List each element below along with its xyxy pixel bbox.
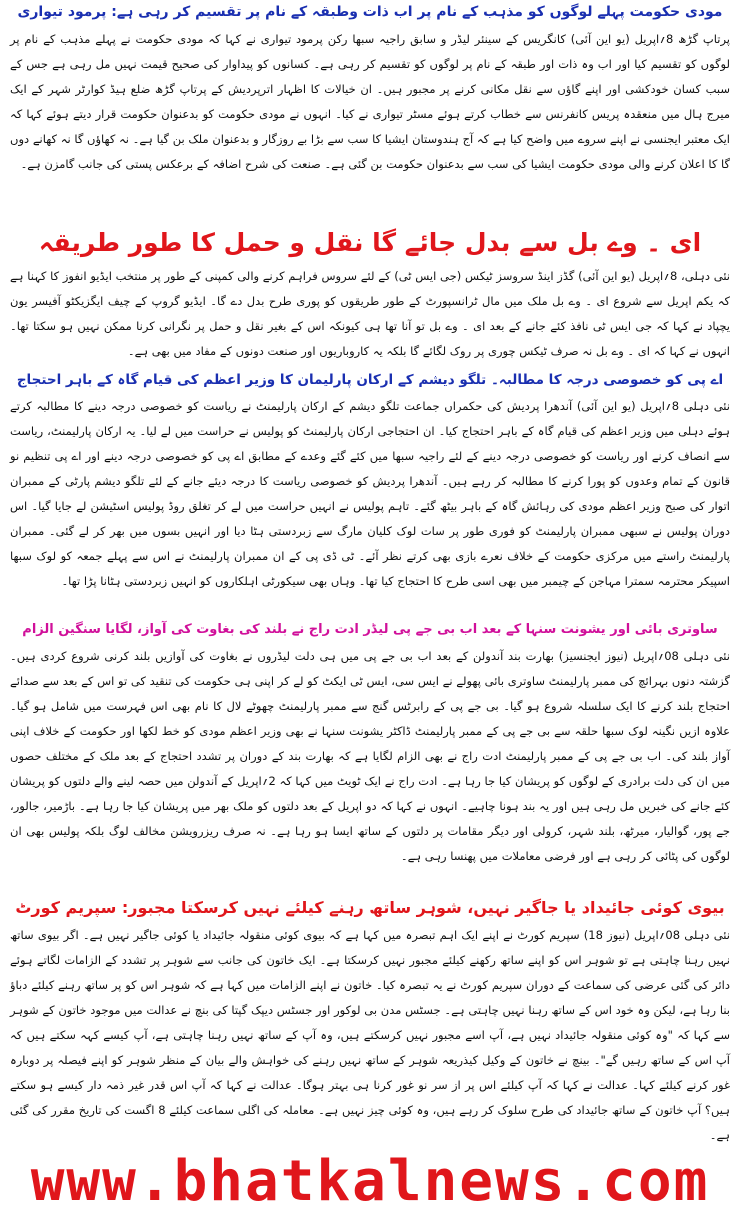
article-headline: ساوتری بائی اور یشونت سنہا کے بعد اب بی جے پی لیڈر ادت راج نے بلند کی بغاوت کی آواز، لگایا سنگین الزام	[22, 622, 718, 637]
article-tdp-protest	[10, 372, 730, 594]
article-supreme-court-wife	[10, 898, 730, 1143]
footer-website-url[interactable]: www.bhatkalnews.com	[30, 1149, 710, 1214]
article-body: نئی دہلی 8؍اپریل (یو این آئی) آندھرا پردیش کی حکمراں جماعت تلگو دیشم کے ارکان پارلیمنٹ نے ریاست کو خصوصی درجہ دینے کا مطالبہ کرتے ہوئے دہلی میں وزیر اعظم کی قیام گاہ کے باہر احتجاج کیا۔ ان احتجاجی ارکان پارلیمنٹ کو پولیس نے حراست میں لے لیا۔ یہ ارکان پارلیمنٹ، ریاست سے انصاف کرنے اور ریاست کو خصوصی درجہ دینے کے لئے راجیہ سبھا میں کئے گئے وعدے کے مطابق اے پی کو خصوصی درجہ دینے اور اے پی تنظیم نو قانون کے تمام وعدوں کو پورا کرنے کا مطالبہ کر رہے ہیں۔ آندھرا پردیش کو خصوصی ریاست کا درجہ دیئے جانے کے لئے تلگو دیشم پارٹی کے ممبران اتوار کی صبح وزیر اعظم مودی کی رہائش گاہ کے باہر بیٹھ گئے۔ تاہم پولیس نے انہیں حراست میں لے کر تغلق روڈ پولیس اسٹیشن لے جایا گیا۔ اس دوران پولیس نے سبھی ممبران پارلیمنٹ کو فوری طور پر سات لوک کلیان مارگ سے زبردستی ہٹا دیا اور انہیں بسوں میں بھر کر لے گئی۔ ممبران پارلیمنٹ راستے میں مرکزی حکومت کے خلاف نعرے بازی بھی کرتے نظر آئے۔ ٹی ڈی پی کے ان ممبران پارلیمنٹ نے اس سے پہلے جمعہ کو لوک سبھا اسپیکر محترمہ سمترا مہاجن کے چیمبر میں بھی اسی طرح کا احتجاج کیا تھا۔ وہاں بھی سیکورٹی اہلکاروں کو انہیں زبردستی ہٹانا پڑا تھا۔	[10, 399, 730, 589]
article-headline: ای ۔ وے بل سے بدل جائے گا نقل و حمل کا طور طریقہ	[38, 228, 702, 257]
article-e-way-bill	[10, 228, 730, 364]
article-body: نئی دہلی 08؍اپریل (نیوز ایجنسیز) بھارت بند آندولن کے بعد اب بی جے پی میں ہی دلت لیڈروں نے بغاوت کی آوازیں بلند کرنی شروع کردی ہیں۔ گزشتہ دنوں بہرائچ کی ممبر پارلیمنٹ ساوتری بائی پھولے نے ایس سی، ایس ٹی ایکٹ کو لے کر اپنی ہی حکومت کی تنقید کی تو اس کے بعد سے صدائے احتجاج بلند کرنے کا ایک سلسلہ شروع ہو گیا۔ بی جے پی کے رابرٹس گنج سے ممبر پارلیمنٹ چھوٹے لال کا نام بھی اس فہرست میں شامل ہو گیا۔ علاوہ ازیں نگینہ لوک سبھا حلقہ سے بی جے پی کے ممبر پارلیمنٹ ڈاکٹر یشونت سنہا نے بھی وزیر اعظم مودی کو خط لکھا اور حکومت کے خلاف اپنی آواز بلند کی۔ اب بی جے پی کے ممبر پارلیمنٹ ادت راج نے بھی الزام لگایا ہے کہ بھارت بند کے دوران پر تشدد احتجاج کے بعد ملک کے مختلف حصوں میں ان کی دلت برادری کے لوگوں کو پریشان کیا جا رہا ہے۔ ادت راج نے ایک ٹویٹ میں کہا کہ 2؍اپریل کے آندولن میں حصہ لینے والے دلتوں کو پریشان کئے جانے کی خبریں مل رہی ہیں اور یہ بند ہونا چاہیے۔ انہوں نے کہا کہ دو اپریل کے بعد دلتوں کو ملک بھر میں پریشان کیا جا رہا ہے۔ باڑمیر، جالور، جے پور، گوالیار، میرٹھ، بلند شہر، کرولی اور دیگر مقامات پر دلتوں کے ساتھ ایسا ہو رہا ہے۔ نہ صرف ریزرویشن مخالف لوگ بلکہ پولیس بھی ان لوگوں کی پٹائی کر رہی ہے اور فرضی معاملات میں پھنسا رہی ہے۔	[10, 648, 730, 863]
article-body: پرتاپ گڑھ 8؍اپریل (یو این آئی) کانگریس کے سینئر لیڈر و سابق راجیہ سبھا رکن پرمود تیواری نے کہا کہ مودی حکومت نے پہلے مذہب کے نام پر لوگوں کو تقسیم کیا اور اب وہ ذات اور طبقہ کے نام پر لوگوں کو تقسیم کر رہی ہے۔ کسانوں کو پیداوار کی صحیح قیمت نہیں مل رہی ہے جس کے سبب کسان خودکشی اور اپنے گاؤں سے نقل مکانی کرنے پر مجبور ہیں۔ ان خیالات کا اظہار اترپردیش کے پرتاپ گڑھ ضلع ہیڈ کوارٹر شہر کے ایک میرج ہال میں منعقدہ پریس کانفرنس سے خطاب کرتے ہوئے مسٹر تیواری نے کیا۔ انہوں نے مودی حکومت کو بدعنوان حکومت قرار دیتے ہوئے کہا کہ ایک معتبر ایجنسی نے اپنے سروے میں واضح کیا ہے کہ آج ہندوستان ایشیا کا سب سے بڑا بے روزگار و بدعنوان ملک بن گیا ہے۔ نہ کھاؤں گا نہ کھانے دوں گا کا اعلان کرنے والی مودی حکومت ایشیا کی سب سے بدعنوان حکومت بن گئی ہے۔ صنعت کی شرح اضافہ کے برعکس پستی کی جانب گامزن ہے۔	[10, 31, 730, 171]
article-udit-raj-revolt	[10, 622, 730, 869]
article-body: نئی دہلی 08؍اپریل (نیوز 18) سپریم کورٹ نے اپنے ایک اہم تبصرہ میں کہا ہے کہ بیوی کوئی منقولہ جائیداد یا کوئی جاگیر نہیں ہے۔ اگر بیوی ساتھ نہیں رہنا چاہتی ہے تو شوہر اس کو اپنے ساتھ رکھنے کیلئے مجبور نہیں کرسکتا ہے۔ ایک خاتون کی جانب سے شوہر پر تشدد کے الزامات لگاتے ہوئے دائر کی گئی عرضی کی سماعت کے دوران سپریم کورٹ نے یہ تبصرہ کیا۔ خاتون نے اپنے الزامات میں کہا ہے کہ شوہر اس کو پر ساتھ رہنے کیلئے دباؤ بنا رہا ہے، لیکن وہ خود اس کے ساتھ رہنا نہیں چاہتی ہے۔ جسٹس مدن بی لوکور اور جسٹس دیپک گپتا کی بنچ نے عدالت میں موجود خاتون کے شوہر سے کہا کہ "وہ کوئی منقولہ جائیداد نہیں ہے، آپ اسے مجبور نہیں کرسکتے ہیں، وہ آپ کے ساتھ نہیں رہنا چاہتی ہے، آپ کیسے کہہ سکتے ہیں کہ آپ اس کے ساتھ رہیں گے"۔ بینچ نے خاتون کے وکیل کیذریعہ شوہر کے ساتھ نہیں رہنے کی خواہش والے بیان کے منظر شوہر کو اپنے فیصلہ پر دوبارہ غور کرنے کیلئے کہا۔ عدالت نے کہا کہ آپ کیلئے اس پر از سر نو غور کرنا ہی بہتر ہوگا۔ عدالت نے کہا کہ آپ اس قدر غیر ذمہ دار کیسے ہو سکتے ہیں؟ آپ خاتون کے ساتھ جائیداد کی طرح سلوک کر رہے ہیں، وہ کوئی چیز نہیں ہے۔ معاملہ کی اگلی سماعت کیلئے 8 اگست کی تاریخ مقرر کی گئی ہے۔	[10, 928, 730, 1143]
article-body: نئی دہلی، 8؍اپریل (یو این آئی) گڈز اینڈ سروسز ٹیکس (جی ایس ٹی) کے لئے سروس فراہم کرنے والی کمپنی کے طور پر منتخب ایڈیو انفوز کا کہنا ہے کہ یکم اپریل سے شروع ای ۔ وے بل ملک میں مال ٹرانسپورٹ کے طور طریقوں کو پوری طرح بدل دے گا۔ ایڈیو گروپ کے چیف ایگزیکٹو آفیسر یون یچپاد نے کہا کہ جی ایس ٹی نافذ کئے جانے کے بعد ای ۔ وے بل تو آنا تھا ہی کیونکہ اس کے بغیر نقل و حمل پر نگرانی کرنا ممکن نہیں ہو سکتا تھا۔ انہوں نے کہا کہ ای ۔ وے بل نہ صرف ٹیکس چوری پر روک لگائے گا بلکہ یہ کاروباریوں اور صنعت دونوں کے مفاد میں بھی ہے۔	[10, 269, 730, 358]
article-headline: اے پی کو خصوصی درجہ کا مطالبہ۔ تلگو دیشم کے ارکان پارلیمان کا وزیر اعظم کی قیام گاہ کے باہر احتجاج	[16, 372, 724, 388]
article-headline: بیوی کوئی جائیداد یا جاگیر نہیں، شوہر ساتھ رہنے کیلئے نہیں کرسکتا مجبور: سپریم کورٹ	[15, 898, 725, 917]
article-headline: مودی حکومت پہلے لوگوں کو مذہب کے نام پر اب ذات وطبقہ کے نام پر تقسیم کر رہی ہے: پرمود تیواری	[17, 4, 723, 20]
article-modi-government-caste	[10, 4, 730, 203]
